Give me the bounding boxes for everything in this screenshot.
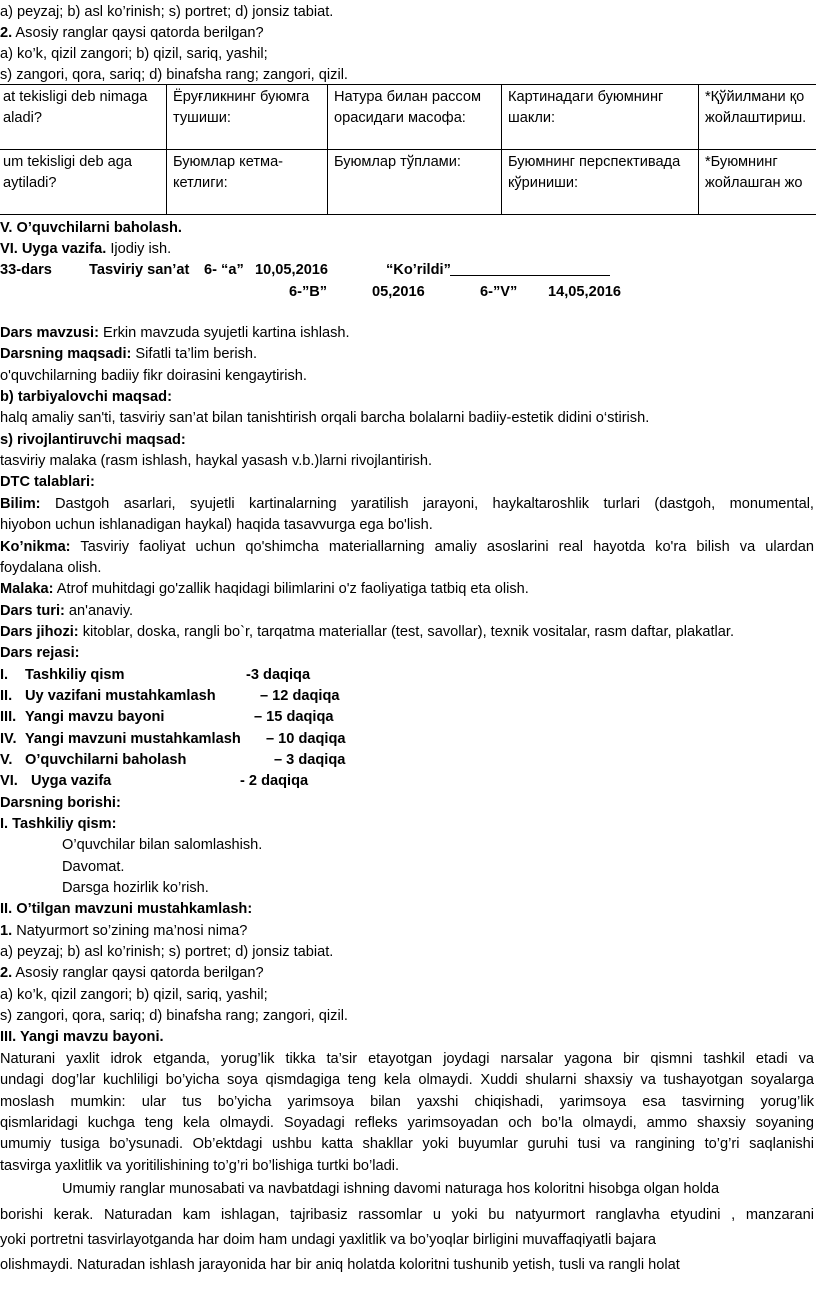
table-cell: Ёруғликнинг буюмга тушиши: [167, 85, 328, 150]
dtc-heading: DTC talablari: [0, 474, 95, 490]
question-text: Asosiy ranglar qaysi qatorda berilgan? [12, 965, 264, 981]
otilgan-heading: II. O’tilgan mavzuni mustahkamlash: [0, 901, 253, 917]
tashkiliy-step: Darsga hozirlik ko’rish. [62, 880, 209, 896]
date-v: 14,05,2016 [548, 284, 622, 300]
malaka-line [0, 580, 529, 598]
date-a: 10,05,2016 [255, 262, 329, 278]
section-text: Ijodiy ish. [106, 241, 172, 257]
konikma-line-2: foydalana olish. [0, 560, 102, 576]
paragraph-line: borishi kerak. Naturadan kam ishlagan, tajribasiz rassomlar u yoki bu natyurmort ranglavha etyudini , manzarani [0, 1207, 814, 1223]
plan-num: VI. [0, 773, 18, 789]
section-label: VI. Uyga vazifa. [0, 241, 107, 257]
paragraph-line: olishmaydi. Naturadan ishlash jarayonida har bir aniq holatda koloritni tushunib yetish, tusli va rangli holat [0, 1257, 680, 1273]
plan-name: Uyga vazifa [31, 773, 112, 789]
question-number: 1. [0, 923, 13, 939]
korildi-label: “Ko’rildi” [386, 262, 451, 278]
paragraph-line: Umumiy ranglar munosabati va navbatdagi ishning davomi naturaga hos koloritni hisobga olgan holda [62, 1181, 720, 1197]
jihoz-label: Dars jihozi: [0, 624, 79, 640]
plan-name: Yangi mavzu bayoni [25, 709, 165, 725]
question-1 [0, 922, 247, 940]
paragraph-line: qismlaridagi kuchga teng kela olmaydi. Soyadagi refleks yarimsoyadan och bo’la olmaydi, ammo shaxsiy soyaning [0, 1115, 814, 1131]
plan-num: III. [0, 709, 17, 725]
plan-time: – 15 daqiqa [254, 709, 334, 725]
plan-name: O’quvchilarni baholash [25, 752, 187, 768]
plan-time: – 3 daqiqa [274, 752, 346, 768]
jihoz-line [0, 623, 734, 641]
maqsad-text: Sifatli ta’lim berish. [131, 346, 258, 362]
plan-num: I. [0, 667, 9, 683]
reja-heading: Dars rejasi: [0, 645, 80, 661]
top-answers-2a: a) ko’k, qizil zangori; b) qizil, sariq, yashil; [0, 46, 268, 62]
tarbiya-text: halq amaliy san'ti, tasviriy san’at bilan tanishtirish orqali barcha bolalarni badiiy-estetik didini o‘stirish. [0, 410, 650, 426]
mavzu-line [0, 324, 350, 342]
table-cell: um tekisligi deb aga aytiladi? [0, 150, 167, 215]
bilim-label: Bilim: [0, 496, 41, 512]
question-2-answers-b: s) zangori, qora, sariq; d) binafsha rang; zangori, qizil. [0, 1008, 348, 1024]
class-a: 6- “a” [204, 262, 244, 278]
maqsad-line [0, 345, 257, 363]
turi-text: an'anaviy. [64, 603, 134, 619]
table-cell: *Қўйилмани қо жойлаштириш. [699, 85, 816, 150]
top-answers-2b: s) zangori, qora, sariq; d) binafsha rang; zangori, qizil. [0, 67, 348, 83]
turi-line [0, 602, 133, 620]
table-cell: Натура билан рассом орасидаги масофа: [328, 85, 502, 150]
plan-num: II. [0, 688, 13, 704]
table-cell: Картинадаги буюмнинг шакли: [502, 85, 699, 150]
jihoz-text: kitoblar, doska, rangli bo`r, tarqatma materiallar (test, savollar), texnik vositalar, rasm daftar, plakatlar. [78, 624, 735, 640]
question-1-answers: a) peyzaj; b) asl ko’rinish; s) portret; d) jonsiz tabiat. [0, 944, 334, 960]
paragraph-line: yoki portretni tasvirlayotganda har doim ham undagi yaxlitlik va bo’yoqlar birligini muvaffaqiyatli bajara [0, 1232, 656, 1248]
section-baholash: V. O’quvchilarni baholash. [0, 220, 182, 236]
malaka-text: Atrof muhitdagi go'zallik haqidagi bilimlarini o'z faoliyatiga tatbiq eta olish. [53, 581, 529, 597]
table-cell: Буюмнинг перспективада кўриниши: [502, 150, 699, 215]
konikma-line-1 [0, 538, 814, 556]
plan-name: Tashkiliy qism [25, 667, 125, 683]
malaka-label: Malaka: [0, 581, 54, 597]
rivoj-label: s) rivojlantiruvchi maqsad: [0, 432, 186, 448]
table-cell: at tekisligi deb nimaga aladi? [0, 85, 167, 150]
paragraph-line: umumiy tusiga bo’ysunadi. Ob’ektdagi ushbu katta shakllar yoki buyumlar guruhi tusi va rangining to’g’ri saqlanishi [0, 1136, 814, 1152]
plan-time: - 2 daqiqa [240, 773, 309, 789]
plan-name: Uy vazifani mustahkamlash [25, 688, 216, 704]
tashkiliy-step: Davomat. [62, 859, 125, 875]
table-row [0, 85, 816, 150]
date-b: 05,2016 [372, 284, 425, 300]
class-b: 6-”B” [289, 284, 328, 300]
turi-label: Dars turi: [0, 603, 65, 619]
plan-time: – 12 daqiqa [260, 688, 340, 704]
question-2 [0, 964, 264, 982]
paragraph-line: undagi dog’lar kuchliligi bo’yicha soya qismdagiga teng kela olmaydi. Xuddi shularni shaxsiy va tushayotgan soyalarga [0, 1072, 814, 1088]
question-text: Natyurmort so’zining ma’nosi nima? [12, 923, 248, 939]
rivoj-text: tasviriy malaka (rasm ishlash, haykal yasash v.b.)larni rivojlantirish. [0, 453, 433, 469]
question-2-answers-a: a) ko’k, qizil zangori; b) qizil, sariq, yashil; [0, 987, 268, 1003]
konikma-text: Tasviriy faoliyat uchun qo'shimcha materiallarning amaliy asoslarini real hayotda ko'ra bilish va ulardan [70, 539, 814, 555]
mavzu-text: Erkin mavzuda syujetli kartina ishlash. [98, 325, 350, 341]
plan-name: Yangi mavzuni mustahkamlash [25, 731, 241, 747]
table-cell: Буюмлар тўплами: [328, 150, 502, 215]
plan-time: -3 daqiqa [246, 667, 311, 683]
plan-time: – 10 daqiqa [266, 731, 346, 747]
plan-num: V. [0, 752, 13, 768]
plan-num: IV. [0, 731, 17, 747]
konikma-label: Ko’nikma: [0, 539, 71, 555]
class-v: 6-”V” [480, 284, 518, 300]
lesson-number: 33-dars [0, 262, 52, 278]
paragraph-line: moslash mumkin: ular tus bo’yicha yarimsoya bilan yaxshi chiqishadi, yarimsoya esa tasvirning yorug’lik [0, 1094, 814, 1110]
lesson-subject: Tasviriy san’at [89, 262, 190, 278]
question-number: 2. [0, 965, 13, 981]
question-number: 2. [0, 25, 13, 41]
table-row [0, 150, 816, 215]
maqsad-line-2: o'quvchilarning badiiy fikr doirasini kengaytirish. [0, 368, 307, 384]
top-answers-1: a) peyzaj; b) asl ko’rinish; s) portret; d) jonsiz tabiat. [0, 4, 334, 20]
bilim-text: Dastgoh asarlari, syujetli kartinalarning yaratilish jarayoni, haykaltaroshlik turlari (dastgoh, monumental, [40, 496, 814, 512]
tarbiya-label: b) tarbiyalovchi maqsad: [0, 389, 172, 405]
top-question-2 [0, 24, 264, 42]
signature-line [450, 261, 610, 276]
question-text: Asosiy ranglar qaysi qatorda berilgan? [12, 25, 264, 41]
maqsad-label: Darsning maqsadi: [0, 346, 132, 362]
paragraph-line: tasvirga yaxlitlik va yoritilishining to’g’ri bo’lishiga turtki bo’ladi. [0, 1158, 400, 1174]
bilim-line-2: hiyobon uchun ishlanadigan haykal) haqida tasavvurga ega bo'lish. [0, 517, 433, 533]
paragraph-line: Naturani yaxlit idrok etganda, yorug’lik tikka ta’sir etayotgan joydagi narsalar yagona bir qismni tashkil etadi va [0, 1051, 814, 1067]
section-uyga-vazifa [0, 240, 171, 258]
bilim-line-1 [0, 495, 814, 513]
tashkiliy-heading: I. Tashkiliy qism: [0, 816, 117, 832]
table-cell: Буюмлар кетма-кетлиги: [167, 150, 328, 215]
table-cell: *Буюмнинг жойлашган жо [699, 150, 816, 215]
quiz-table [0, 84, 816, 215]
tashkiliy-step: O’quvchilar bilan salomlashish. [62, 837, 263, 853]
mavzu-label: Dars mavzusi: [0, 325, 99, 341]
borishi-heading: Darsning borishi: [0, 795, 121, 811]
yangi-mavzu-heading: III. Yangi mavzu bayoni. [0, 1029, 164, 1045]
